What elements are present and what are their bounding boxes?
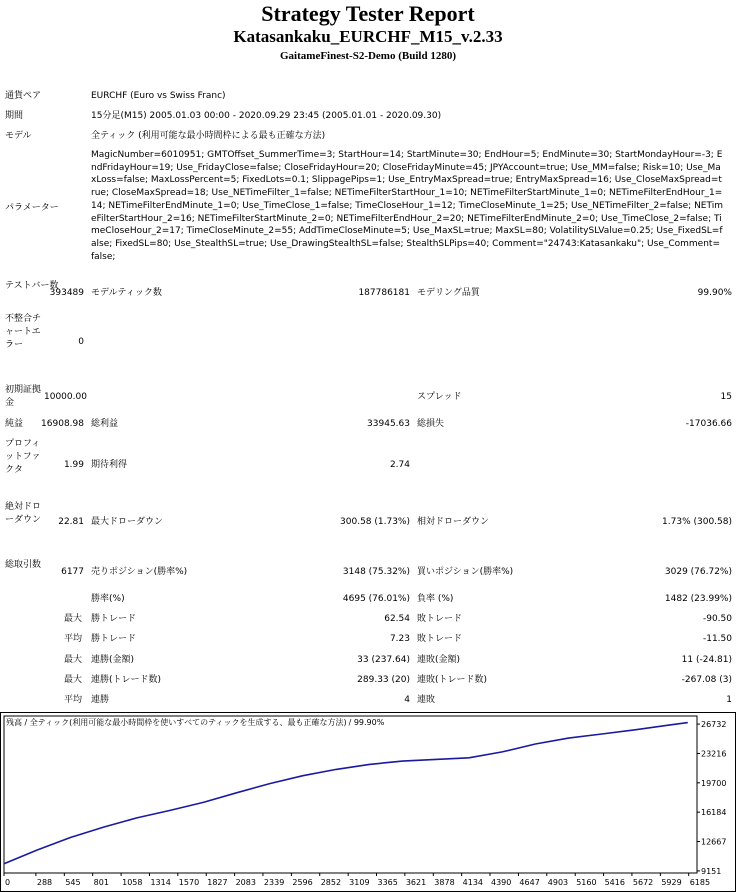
x-tick-label: 1058 — [122, 878, 143, 887]
x-tick-label: 545 — [65, 878, 81, 887]
report-title: Strategy Tester Report — [261, 1, 475, 26]
x-tick-label: 1314 — [150, 878, 171, 887]
x-tick-label: 3621 — [405, 878, 427, 887]
plot-area — [4, 716, 697, 873]
abs-dd-value: 22.81 — [58, 517, 84, 527]
quality-value: 99.90% — [697, 288, 732, 298]
avg-cons-prefix: 平均 — [64, 695, 83, 705]
x-tick-label: 1570 — [178, 878, 200, 887]
max-cons-amt-prefix: 最大 — [64, 655, 83, 665]
quality-label: モデリング品質 — [417, 288, 480, 298]
max-cons-losses-cnt-value: -267.08 (3) — [681, 675, 732, 685]
x-tick-label: 4647 — [519, 878, 540, 887]
y-tick-label: 26732 — [701, 720, 727, 730]
pf-value: 1.99 — [63, 460, 84, 470]
avg-loss-label: 敗トレード — [417, 634, 463, 644]
win-pct-value: 4695 (76.01%) — [342, 594, 410, 604]
deposit-value: 10000.00 — [44, 392, 87, 402]
x-tick-label: 2339 — [263, 878, 285, 887]
avg-cons-losses-value: 1 — [726, 695, 732, 705]
max-cons-wins-cnt-value: 289.33 (20) — [357, 675, 410, 685]
symbol-value: EURCHF (Euro vs Swiss Franc) — [91, 91, 226, 101]
net-label: 純益 — [5, 419, 24, 429]
chart-header-right: / 99.90% — [348, 718, 385, 727]
gross-loss-value: -17036.66 — [685, 419, 732, 429]
max-cons-losses-amt-value: 11 (-24.81) — [681, 655, 732, 665]
bars-label: テストバー数 — [5, 281, 59, 291]
largest-win-label: 勝トレード — [91, 614, 137, 624]
rel-dd-label: 相対ドローダウン — [417, 517, 490, 527]
x-tick-label: 3878 — [434, 878, 455, 887]
x-tick-label: 1827 — [207, 878, 228, 887]
avg-cons-losses-label: 連敗 — [417, 695, 436, 705]
chart-header-left: 残高 / 全ティック(利用可能な最小時間枠を使いすべてのティックを生成する、最も正確な方法) — [6, 718, 347, 727]
largest-loss-label: 敗トレード — [417, 614, 463, 624]
spread-value: 15 — [720, 392, 732, 402]
x-tick-label: 3109 — [349, 878, 370, 887]
largest-loss-value: -90.50 — [702, 614, 732, 624]
max-cons-cnt-prefix: 最大 — [64, 675, 83, 685]
x-tick-label: 5416 — [604, 878, 625, 887]
period-value: 15分足(M15) 2005.01.03 00:00 - 2020.09.29 23:45 (2005.01.01 - 2020.09.30) — [91, 111, 442, 121]
balance-chart — [0, 712, 736, 892]
win-pct-label: 勝率(%) — [91, 594, 125, 604]
avg-cons-wins-value: 4 — [404, 695, 410, 705]
trades-value: 6177 — [61, 567, 84, 577]
max-cons-wins-cnt-label: 連勝(トレード数) — [91, 675, 162, 685]
largest-prefix: 最大 — [64, 614, 83, 624]
x-tick-label: 288 — [36, 878, 53, 887]
short-label: 売りポジション(勝率%) — [91, 567, 188, 577]
x-tick-label: 5672 — [632, 878, 654, 887]
x-tick-label: 4390 — [490, 878, 512, 887]
loss-pct-label: 負率 (%) — [417, 594, 454, 604]
ticks-value: 187786181 — [358, 288, 410, 298]
average-prefix: 平均 — [64, 634, 83, 644]
max-dd-label: 最大ドローダウン — [91, 517, 164, 527]
gross-loss-label: 総損失 — [417, 419, 445, 429]
avg-win-label: 勝トレード — [91, 634, 137, 644]
spread-label: スプレッド — [417, 392, 462, 402]
x-tick-label: 0 — [5, 878, 11, 887]
long-value: 3029 (76.72%) — [664, 567, 732, 577]
y-tick-label: 12667 — [701, 837, 727, 847]
max-cons-losses-amt-label: 連敗(金額) — [417, 655, 461, 665]
y-tick-label: 23216 — [701, 749, 727, 759]
y-tick-label: 9151 — [701, 866, 722, 876]
mismatch-value: 0 — [78, 337, 84, 347]
x-tick-label: 4134 — [462, 878, 484, 887]
rel-dd-value: 1.73% (300.58) — [662, 517, 732, 527]
server-build: GaitameFinest-S2-Demo (Build 1280) — [280, 50, 456, 62]
y-tick-label: 19700 — [701, 778, 727, 788]
x-tick-label: 6185 — [689, 878, 711, 887]
pf-label: プロフィットファクタ — [5, 439, 41, 475]
avg-loss-value: -11.50 — [702, 634, 732, 644]
params-value: MagicNumber=6010951; GMTOffset_SummerTime=3; StartHour=14; StartMinute=30; EndHour=5; EndMinute=30; StartMondayHour=-3; EndFridayHour=19; Use_FridayClose=false; CloseFridayHour=20; CloseFridayMinute=45; JPYAccount=true; Use_MM=false; Risk=10; Use_MaxLoss=false; MaxLossPercent=5; FixedLots=0.1; SlippagePips=1; Use_EntryMaxSpread=true; EntryMaxSpread=16; Use_CloseMaxSpread=true; CloseMaxSpread=18; Use_NETimeFilter_1=false; NETimeFilterStartHour_1=10; NETimeFilterStartMinute_1=0; NETimeFilterEndHour_1=14; NETimeFilterEndMinute_1=0; Use_TimeClose_1=false; TimeCloseHour_1=12; TimeCloseMinute_1=25; Use_NETimeFilter_2=false; NETimeFilterStartHour_2=16; NETimeFilterStartMinute_2=0; NETimeFilterEndHour_2=20; NETimeFilterEndMinute_2=0; Use_TimeClose_2=false; TimeCloseHour_2=17; TimeCloseMinute_2=55; AddTimeCloseMinute=5; Use_MaxSL=true; MaxSL=80; VolatilitySLValue=0.25; Use_FixedSL=false; FixedSL=80; Use_StealthSL=true; Use_DrawingStealthSL=false; StealthSLPips=40; Comment="24743:Katasankaku"; Use_Comment=false; — [91, 150, 723, 262]
gross-profit-label: 総利益 — [91, 419, 119, 429]
model-label: モデル — [5, 131, 32, 141]
y-tick-label: 16184 — [701, 808, 727, 818]
symbol-label: 通貨ペア — [5, 91, 42, 101]
x-tick-label: 2852 — [320, 878, 342, 887]
avg-cons-wins-label: 連勝 — [91, 695, 110, 705]
trades-label: 総取引数 — [5, 560, 42, 570]
x-tick-label: 2083 — [235, 878, 256, 887]
loss-pct-value: 1482 (23.99%) — [664, 594, 732, 604]
params-label: パラメーター — [5, 203, 59, 213]
bars-value: 393489 — [49, 288, 84, 298]
x-tick-label: 801 — [93, 878, 109, 887]
avg-win-value: 7.23 — [389, 634, 410, 644]
max-cons-losses-cnt-label: 連敗(トレード数) — [417, 675, 488, 685]
period-label: 期間 — [5, 111, 24, 121]
max-dd-value: 300.58 (1.73%) — [340, 517, 410, 527]
x-tick-label: 5929 — [661, 878, 682, 887]
abs-dd-label: 絶対ドローダウン — [5, 502, 42, 525]
x-tick-label: 2596 — [292, 878, 313, 887]
long-label: 買いポジション(勝率%) — [417, 567, 514, 577]
expected-label: 期待利得 — [91, 460, 128, 470]
x-tick-label: 4903 — [547, 878, 569, 887]
model-value: 全ティック (利用可能な最小時間枠による最も正確な方法) — [91, 131, 326, 141]
x-tick-label: 3365 — [377, 878, 398, 887]
gross-profit-value: 33945.63 — [367, 419, 410, 429]
max-cons-wins-amt-label: 連勝(金額) — [91, 655, 135, 665]
max-cons-wins-amt-value: 33 (237.64) — [357, 655, 410, 665]
expected-value: 2.74 — [389, 460, 410, 470]
x-tick-label: 5160 — [576, 878, 597, 887]
ticks-label: モデルティック数 — [91, 288, 162, 298]
deposit-label: 初期証拠金 — [5, 385, 42, 408]
mismatch-label: 不整合チャートエラー — [5, 314, 42, 350]
short-value: 3148 (75.32%) — [342, 567, 410, 577]
largest-win-value: 62.54 — [384, 614, 410, 624]
report-subtitle: Katasankaku_EURCHF_M15_v.2.33 — [233, 27, 503, 46]
net-value: 16908.98 — [41, 419, 84, 429]
